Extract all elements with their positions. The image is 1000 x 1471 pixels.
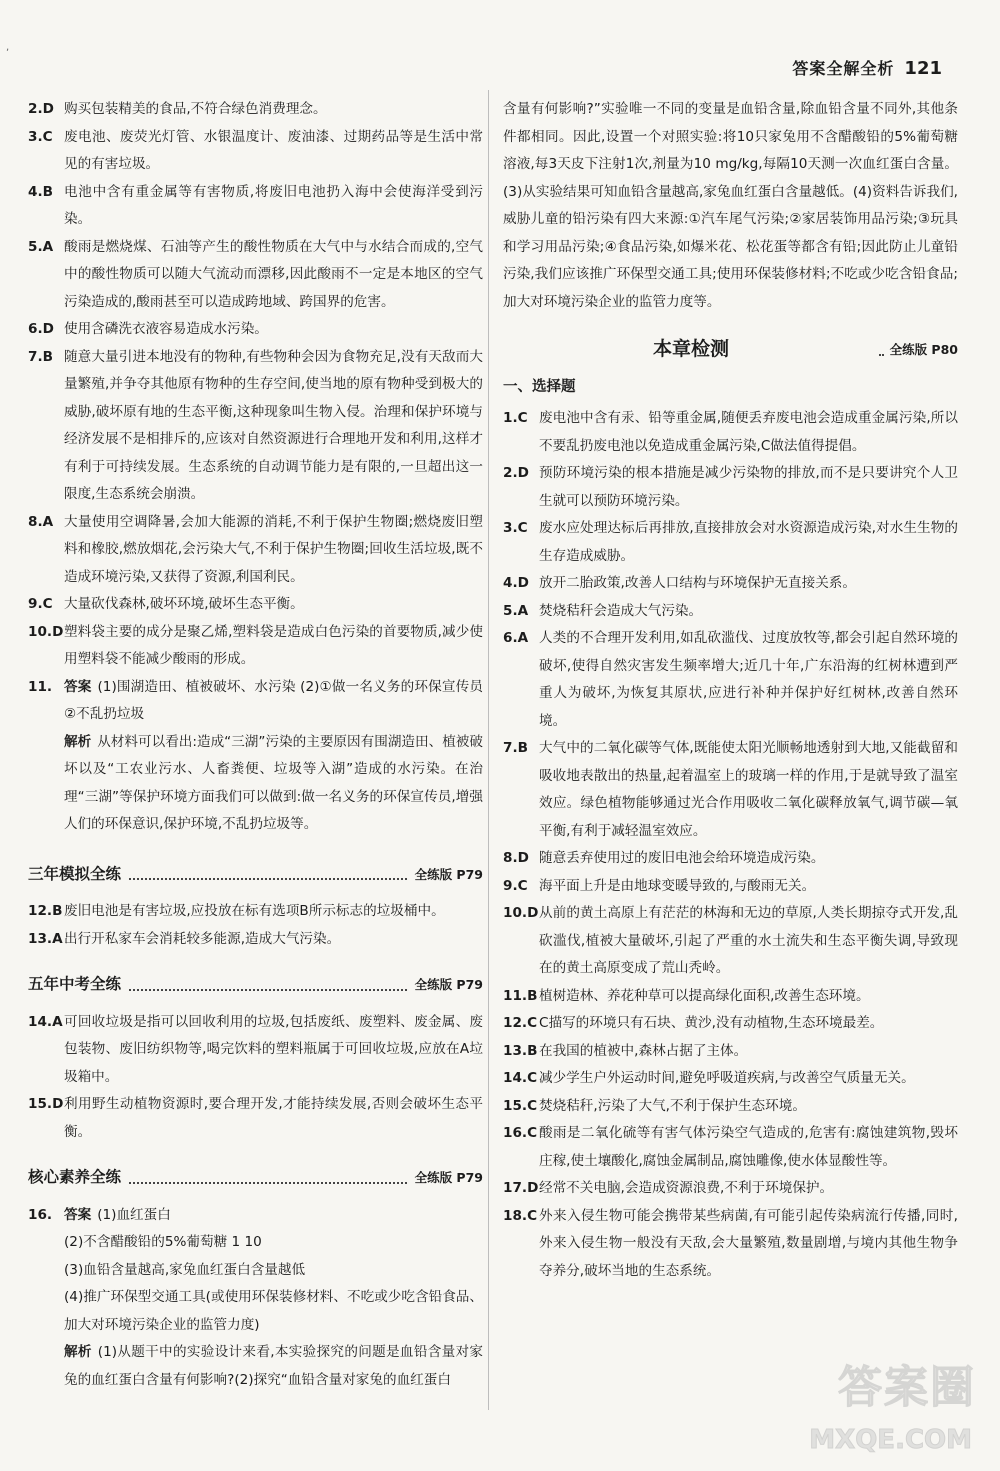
item-number: 12.C: [503, 1015, 538, 1031]
item-number: 11.: [28, 678, 53, 695]
item-text: 大量使用空调降暑,会加大能源的消耗,不利于保护生物圈;燃烧废旧塑料和橡胶,燃放烟花,会污染大气,不利于保护生物圈;回收生活垃圾,既不造成环境污染,又获得了资源,利国利民。: [64, 513, 483, 585]
answer-label: 答案: [64, 678, 92, 695]
answer-item: [503, 1038, 958, 1066]
answer-text: (1)围湖造田、植被破坏、水污染 (2)①做一名义务的环保宣传员 ②不乱扔垃圾: [64, 678, 483, 722]
answer-item: [28, 1009, 483, 1092]
answer-item: [503, 625, 958, 735]
answer-line: (4)推广环保型交通工具(或使用环保装修材料、不吃或少吃含铅食品、加大对环境污染企业的监管力度): [64, 1289, 483, 1333]
item-number: 16.: [28, 1206, 53, 1223]
answer-item: [503, 405, 958, 460]
item-text: 废电池中含有汞、铅等重金属,随便丢弃废电池会造成重金属污染,所以不要乱扔废电池以免造成重金属污染,C做法值得提倡。: [539, 410, 958, 454]
item-number: 6.D: [28, 321, 54, 337]
question-11-analysis: [28, 729, 483, 839]
answer-item: [503, 460, 958, 515]
item-text: 购买包装精美的食品,不符合绿色消费理念。: [64, 101, 327, 117]
question-11: [28, 674, 483, 729]
item-text: 可回收垃圾是指可以回收利用的垃圾,包括废纸、废塑料、废金属、废包装物、废旧纺织物等,喝完饮料的塑料瓶属于可回收垃圾,应放在A垃圾箱中。: [64, 1013, 483, 1085]
section-title: 核心素养全练: [28, 1168, 122, 1186]
answer-item: [503, 570, 958, 598]
answer-item: [503, 1203, 958, 1286]
answer-item: [28, 591, 483, 619]
header-title: 答案全解全析: [792, 59, 895, 78]
item-text: [64, 674, 483, 729]
item-number: 16.C: [503, 1125, 538, 1141]
left-column: [28, 96, 483, 1394]
item-text: 大量砍伐森林,破坏环境,破坏生态平衡。: [64, 596, 304, 612]
item-text: 在我国的植被中,森林占据了主体。: [539, 1042, 748, 1059]
item-text: 外来入侵生物可能会携带某些病菌,有可能引起传染病流行传播,同时,外来入侵生物一般没有天敌,会大量繁殖,数量剧增,与境内其他生物争夺养分,破坏当地的生态系统。: [539, 1207, 958, 1279]
watermark: [752, 1347, 982, 1457]
item-text: 从前的黄土高原上有茫茫的林海和无边的草原,人类长期掠夺式开发,乱砍滥伐,植被大量破坏,引起了严重的水土流失和生态平衡失调,导致现在的黄土高原变成了荒山秃岭。: [539, 905, 958, 976]
item-number: 11.B: [503, 987, 538, 1004]
answer-item: [503, 873, 958, 901]
answer-item: [503, 1120, 958, 1175]
item-text: 废水应处理达标后再排放,直接排放会对水资源造成污染,对水生生物的生存造成威胁。: [539, 520, 958, 564]
item-text: 废旧电池是有害垃圾,应投放在标有选项B所示标志的垃圾桶中。: [64, 903, 445, 919]
section-five-year: [28, 971, 483, 999]
category-title: 一、选择题: [503, 378, 576, 395]
item-text: 预防环境污染的根本措施是减少污染物的排放,而不是只要讲究个人卫生就可以预防环境污染。: [539, 465, 958, 509]
answer-line: (3)血铅含量越高,家兔血红蛋白含量越低: [64, 1261, 306, 1278]
left-top-items: [28, 96, 483, 674]
item-number: 2.D: [28, 101, 54, 117]
section-core: [28, 1164, 483, 1192]
item-text: 出行开私家车会消耗较多能源,造成大气污染。: [64, 930, 341, 947]
item-number: 15.C: [503, 1097, 538, 1114]
item-number: 18.C: [503, 1207, 538, 1224]
item-text: 随意丢弃使用过的废旧电池会给环境造成污染。: [539, 850, 825, 866]
page-number: 121: [904, 58, 942, 79]
answer-line: (1)血红蛋白: [97, 1206, 171, 1223]
item-text: 植树造林、养花种草可以提高绿化面积,改善生态环境。: [539, 987, 870, 1004]
answer-item: [503, 735, 958, 845]
answer-item: [28, 509, 483, 592]
question-16: [28, 1202, 483, 1230]
section-ref: 全练版 P80: [889, 342, 958, 357]
item-text: 酸雨是燃烧煤、石油等产生的酸性物质在大气中与水结合而成的,空气中的酸性物质可以随大气流动而漂移,因此酸雨不一定是本地区的空气污染造成的,酸雨甚至可以造成跨地域、跨国界的危害。: [64, 238, 483, 310]
answer-item: [28, 96, 483, 124]
item-number: 7.B: [28, 348, 53, 365]
item-number: 14.C: [503, 1070, 538, 1086]
chapter-items: [503, 405, 958, 1285]
item-number: 13.B: [503, 1042, 538, 1059]
item-text: 减少学生户外运动时间,避免呼吸道疾病,与改善空气质量无关。: [539, 1070, 915, 1086]
answer-item: [28, 898, 483, 926]
item-number: 12.B: [28, 903, 63, 919]
section-three-year-items: [28, 898, 483, 953]
item-text: 塑料袋主要的成分是聚乙烯,塑料袋是造成白色污染的首要物质,减少使用塑料袋不能减少酸雨的形成。: [64, 623, 483, 667]
page-header: [792, 56, 942, 79]
item-text: 利用野生动植物资源时,要合理开发,才能持续发展,否则会破坏生态平衡。: [64, 1096, 483, 1140]
section-title: 本章检测: [653, 338, 730, 360]
item-number: 17.D: [503, 1180, 539, 1196]
question-16-analysis-continued: 含量有何影响?”实验唯一不同的变量是血铅含量,除血铅含量不同外,其他条件都相同。因此,设置一个对照实验:将10只家兔用不含醋酸铅的5%葡萄糖溶液,每3天皮下注射1次,剂量为10 mg/kg,每隔10天测一次血红蛋白含量。(3)从实验结果可知血铅含量越高,家兔血红蛋白含量越低。(4)资料告诉我们,威胁儿童的铅污染有四大来源:①汽车尾气污染;②家居装饰用品污染;③玩具和学习用品污染;④食品污染,如爆米花、松花蛋等都含有铅;因此防止儿童铅污染,我们应该推广环保型交通工具;使用环保装修材料;不吃或少吃含铅食品;加大对环境污染企业的监管力度等。: [503, 101, 958, 310]
answer-item: [28, 619, 483, 674]
answer-item: [503, 1010, 958, 1038]
item-text: 电池中含有重金属等有害物质,将废旧电池扔入海中会使海洋受到污染。: [64, 183, 483, 227]
item-number: 9.C: [503, 877, 528, 894]
item-text: 酸雨是二氧化硫等有害气体污染空气造成的,危害有:腐蚀建筑物,毁坏庄稼,使土壤酸化,腐蚀金属制品,腐蚀雕像,使水体显酸性等。: [539, 1125, 958, 1169]
answer-item: [503, 1093, 958, 1121]
answer-item: [503, 515, 958, 570]
analysis-text: (1)从题干中的实验设计来看,本实验探究的问题是血铅含量对家兔的血红蛋白含量有何影响?(2)探究“血铅含量对家兔的血红蛋白: [64, 1344, 483, 1388]
item-text: 海平面上升是由地球变暖导致的,与酸雨无关。: [539, 877, 816, 894]
right-column: [503, 96, 958, 1285]
item-text: 放开二胎政策,改善人口结构与环境保护无直接关系。: [539, 575, 856, 591]
item-number: 7.B: [503, 740, 528, 756]
item-text: 使用含磷洗衣液容易造成水污染。: [64, 321, 268, 337]
item-number: 8.A: [28, 513, 54, 530]
dot-leader: [129, 1172, 407, 1184]
answer-item: [28, 179, 483, 234]
item-text: 人类的不合理开发利用,如乱砍滥伐、过度放牧等,都会引起自然环境的破坏,使得自然灾害发生频率增大;近几十年,广东沿海的红树林遭到严重人为破坏,为恢复其原状,应进行补种并保护好红树林,改善自然环境。: [539, 630, 958, 729]
item-number: 6.A: [503, 630, 529, 646]
item-text: C描写的环境只有石块、黄沙,没有动植物,生态环境最差。: [539, 1015, 884, 1031]
answer-item: [503, 845, 958, 873]
answer-item: [503, 900, 958, 983]
item-text: 经常不关电脑,会造成资源浪费,不利于环境保护。: [539, 1180, 834, 1196]
section-five-year-items: [28, 1009, 483, 1147]
item-number: 10.D: [28, 623, 64, 640]
section-three-year: [28, 861, 483, 889]
item-number: 15.D: [28, 1096, 64, 1112]
item-text: 焚烧秸秆会造成大气污染。: [539, 602, 703, 619]
analysis-label: 解析: [64, 1344, 92, 1360]
watermark-url: MXQE.COM: [809, 1425, 972, 1455]
item-text: 废电池、废荧光灯管、水银温度计、废油漆、过期药品等是生活中常见的有害垃圾。: [64, 128, 483, 172]
watermark-logo-text: 答案圈: [838, 1362, 976, 1413]
analysis-label: 解析: [64, 733, 92, 750]
margin-mark: ,: [6, 42, 10, 53]
item-number: 8.D: [503, 850, 529, 866]
item-number: 10.D: [503, 905, 539, 921]
answer-item: [503, 1065, 958, 1093]
item-number: 1.C: [503, 410, 528, 426]
answer-item: [28, 1091, 483, 1146]
answer-item: [28, 926, 483, 954]
answer-item: [503, 598, 958, 626]
dot-leader: [129, 979, 407, 991]
item-number: 14.A: [28, 1013, 63, 1030]
item-number: 5.A: [503, 602, 529, 619]
item-number: 2.D: [503, 465, 529, 481]
answer-item: [503, 983, 958, 1011]
item-text: 大气中的二氧化碳等气体,既能使太阳光顺畅地透射到大地,又能截留和吸收地表散出的热量,起着温室上的玻璃一样的作用,于是就导致了温室效应。绿色植物能够通过光合作用吸收二氧化碳释放氧气,调节碳—氧平衡,有利于减轻温室效应。: [539, 740, 958, 839]
answer-item: [28, 344, 483, 509]
item-number: 4.D: [503, 575, 529, 591]
section-ref: 全练版 P79: [414, 866, 483, 882]
column-divider: [488, 90, 489, 1410]
item-number: 3.C: [503, 520, 528, 536]
answer-item: [503, 1175, 958, 1203]
answer-line: (2)不含醋酸铅的5%葡萄糖 1 10: [64, 1234, 262, 1250]
section-chapter-test: [503, 336, 958, 364]
answer-item: [28, 316, 483, 344]
answer-item: [28, 234, 483, 317]
answer-item: [28, 124, 483, 179]
item-number: 5.A: [28, 238, 54, 255]
item-number: 13.A: [28, 930, 63, 947]
item-text: 随意大量引进本地没有的物种,有些物种会因为食物充足,没有天敌而大量繁殖,并争夺其他原有物种的生存空间,使当地的原有物种受到极大的威胁,破坏原有地的生态平衡,这种现象叫生物入侵。治理和保护环境与经济发展不是相排斥的,应该对自然资源进行合理地开发和利用,这样才有利于可持续发展。生态系统的自动调节能力是有限的,一旦超出这一限度,生态系统会崩溃。: [64, 348, 483, 502]
item-text: 焚烧秸秆,污染了大气,不利于保护生态环境。: [539, 1097, 806, 1114]
item-number: 4.B: [28, 183, 53, 200]
section-ref: 全练版 P79: [414, 977, 483, 992]
section-title: 五年中考全练: [28, 975, 122, 993]
item-number: 9.C: [28, 596, 53, 612]
dot-leader-lead: [879, 344, 882, 356]
answer-label: 答案: [64, 1206, 92, 1223]
item-number: 3.C: [28, 128, 53, 145]
question-16-analysis: [28, 1339, 483, 1394]
section-title: 三年模拟全练: [28, 864, 122, 883]
analysis-text: 从材料可以看出:造成“三湖”污染的主要原因有围湖造田、植被破坏以及“工农业污水、人畜粪便、垃圾等入湖”造成的水污染。在治理“三湖”等保护环境方面我们可以做到:做一名义务的环保宣传员,增强人们的环保意识,保护环境,不乱扔垃圾等。: [64, 733, 483, 832]
dot-leader: [129, 868, 407, 880]
item-text: [64, 1202, 483, 1230]
section-ref: 全练版 P79: [414, 1170, 483, 1185]
